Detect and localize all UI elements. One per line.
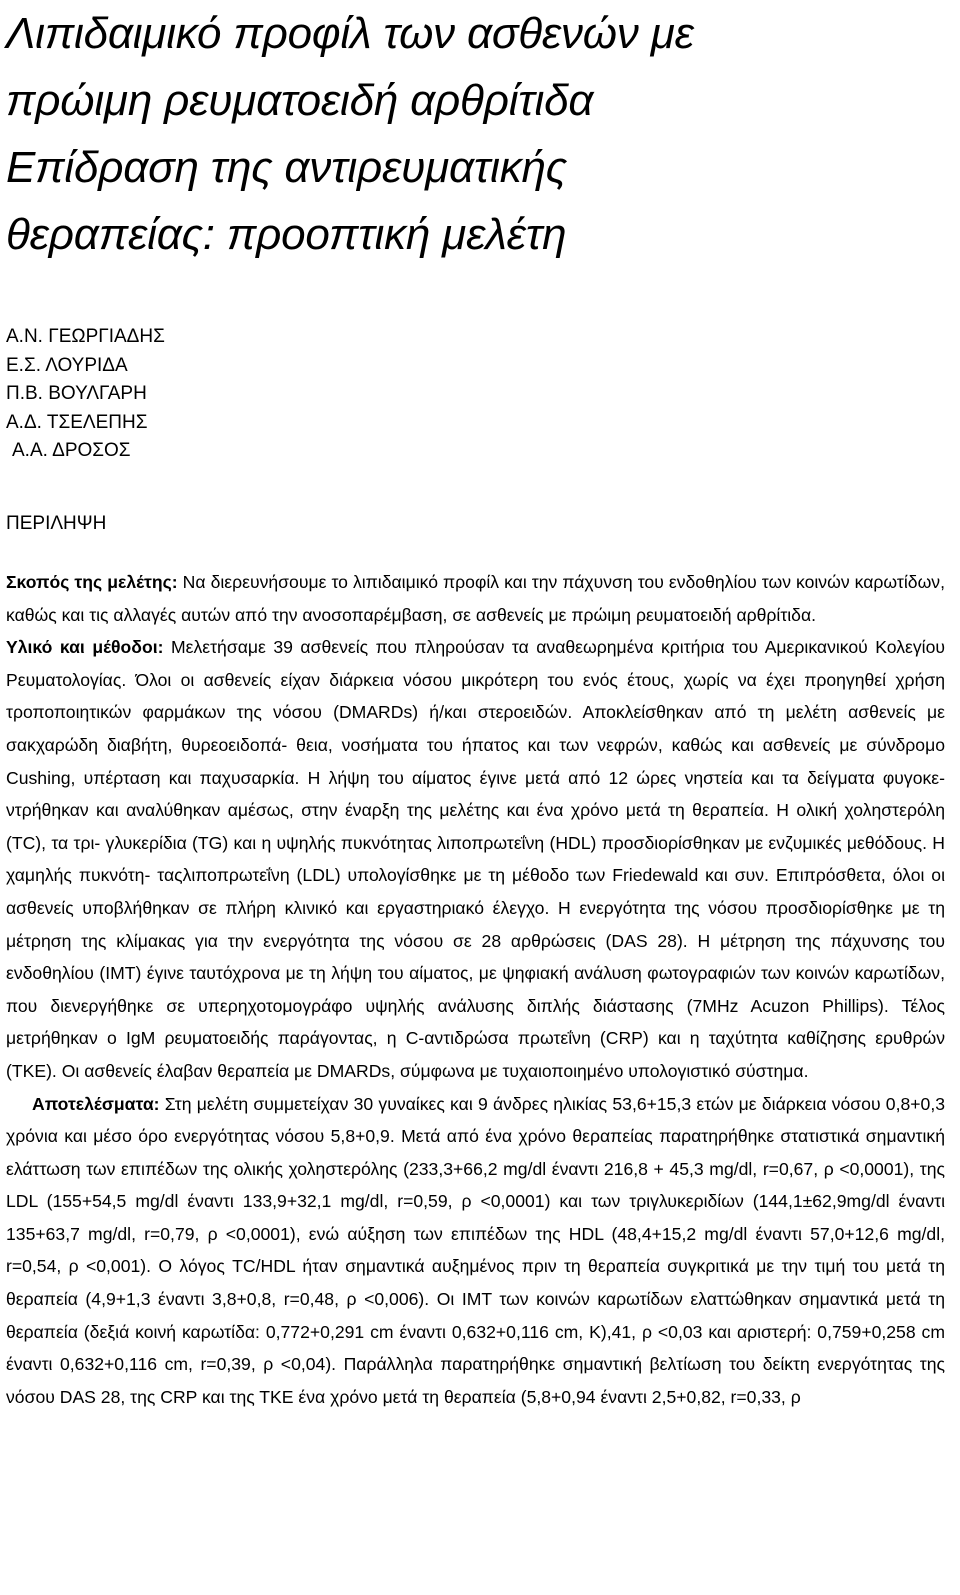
paper-title: [6, 0, 956, 268]
aim-label: Σκοπός της μελέτης:: [6, 572, 178, 592]
author-name: Π.Β. ΒΟΥΛΓΑΡΗ: [6, 383, 147, 404]
aim-text: Να διερευνήσουμε το λιπιδαιμικό προφίλ και την πάχυνση του ενδοθηλίου των κοινών καρωτίδων, καθώς και τις αλλαγές αυτών από την ανοσοπαρέμβαση, σε ασθενείς με πρώιμη ρευματοειδή αρθρίτιδα.: [6, 572, 945, 625]
author-name: Α.Ν. ΓΕΩΡΓΙΑΔΗΣ: [6, 326, 165, 347]
abstract-heading: ΠΕΡΙΛΗΨΗ: [6, 513, 107, 534]
methods-label: Υλικό και μέθοδοι:: [6, 637, 164, 658]
author-name: Α.Α. ΔΡΟΣΟΣ: [12, 440, 131, 461]
author-name: Α.Δ. ΤΣΕΛΕΠΗΣ: [6, 411, 148, 433]
results-text: Στη μελέτη συμμετείχαν 30 γυναίκες και 9 άνδρες ηλικίας 53,6+15,3 ετών με διάρκεια νόσου 0,8+0,3 χρόνια και μέσο όρο ενεργότητας νόσου 5,8+0,9. Μετά από ένα χρόνο θεραπείας παρατηρήθηκε στατιστικά σημαντική ελάττωση των επιπέδων της ολικής χοληστερόλης (233,3+66,2 mg/dl έναντι 216,8 + 45,3 mg/dl, r=0,67, ρ <0,0001), της LDL (155+54,5 mg/dl έναντι 133,9+32,1 mg/dl, r=0,59, ρ <0,0001) και των τριγλυκεριδίων (144,1±62,9mg/dl έναντι 135+63,7 mg/dl, r=0,79, ρ <0,0001), ενώ αύξηση των επιπέδων της HDL (48,4+15,2 mg/dl έναντι 57,0+12,6 mg/dl, r=0,54, ρ <0,001). Ο λόγος TC/HDL ήταν σημαντικά αυξημένος πριν τη θεραπεία συγκριτικά με την τιμή του μετά τη θεραπεία (4,9+1,3 έναντι 3,8+0,8, r=0,48, ρ <0,006). Οι ΙΜΤ των κοινών καρωτίδων ελαττώθηκαν σημαντικά μετά τη θεραπεία (δεξιά κοινή καρωτίδα: 0,772+0,291 cm έναντι 0,632+0,116 cm, K),41, ρ <0,03 και αριστερή: 0,759+0,258 cm έναντι 0,632+0,116 cm, r=0,39, ρ <0,04). Παράλληλα παρατηρήθηκε σημαντική βελτίωση του δείκτη ενεργότητας της νόσου DAS 28, της CRP και της ΤΚΕ ένα χρόνο μετά τη θεραπεία (5,8+0,94 έναντι 2,5+0,82, r=0,33, ρ: [6, 1093, 945, 1407]
title-line: πρώιμη ρευματοειδή αρθρίτιδα: [6, 76, 594, 125]
author-name: Ε.Σ. ΛΟΥΡΙΔΑ: [6, 354, 128, 376]
abstract-methods-paragraph: [6, 631, 945, 1087]
abstract-results-paragraph: [6, 1088, 945, 1414]
results-label: Αποτελέσματα:: [32, 1093, 160, 1114]
title-line: Λιπιδαιμικό προφίλ των ασθενών με: [6, 9, 694, 58]
author-list: [6, 323, 165, 466]
abstract-aim-paragraph: [6, 566, 945, 631]
methods-text: Μελετήσαμε 39 ασθενείς που πληρούσαν τα αναθεωρημένα κριτήρια του Αμερικανικού Κολεγίου Ρευματολογίας. Όλοι οι ασθενείς είχαν διάρκεια νόσου μικρότερη του ενός έτους, χωρίς να έχει προηγηθεί χρήση τροποποιητικών φαρμάκων της νόσου (DMARDs) ή/και στεροειδών. Αποκλείσθηκαν από τη μελέτη ασθενείς με σακχαρώδη διαβήτη, θυρεοειδοπά- θεια, νοσήματα του ήπατος και των νεφρών, καθώς και ασθενείς με σύνδρομο Cushing, υπέρταση και παχυσαρκία. Η λήψη του αίματος έγινε μετά από 12 ώρες νηστεία και τα δείγματα φυγοκε- ντρήθηκαν και αναλύθηκαν αμέσως, στην έναρξη της μελέτης και ένα χρόνο μετά τη θεραπεία. Η ολική χοληστερόλη (TC), τα τρι- γλυκερίδια (TG) και η υψηλής πυκνότητας λιποπρωτεΐνη (HDL) προσδιορίσθηκαν με ενζυμικές μεθόδους. Η χαμηλής πυκνότη- ταςλιποπρωτεΐνη (LDL) υπολογίσθηκε με τη μέθοδο των Friedewald και συν. Επιπρόσθετα, όλοι οι ασθενείς υποβλήθηκαν σε πλήρη κλινικό και εργαστηριακό έλεγχο. Η ενεργότητα της νόσου προσδιορίσθηκε με τη μέτρηση της κλίμακας για την ενεργότητα της νόσου σε 28 αρθρώσεις (DAS 28). Η μέτρηση της πάχυνσης του ενδοθηλίου (IMT) έγινε ταυτόχρονα με τη λήψη του αίματος, με ψηφιακή ανάλυση φωτογραφιών των κοινών καρωτίδων, που διενεργήθηκε σε υπερηχοτομογράφο υψηλής ανάλυσης διπλής διάστασης (7MHz Acuzon Phillips). Τέλος μετρήθηκαν ο IgM ρευματοειδής παράγοντας, η C-αντιδρώσα πρωτεΐνη (CRP) και η ταχύτητα καθίζησης ερυθρών (ΤΚΕ). Οι ασθενείς έλαβαν θεραπεία με DMARDs, σύμφωνα με τυχαιοποιημένο υπολογιστικό σύστημα.: [6, 637, 945, 1081]
abstract-body: [6, 566, 945, 1413]
title-line: Επίδραση της αντιρευματικής: [6, 143, 567, 192]
title-line: θεραπείας: προοπτική μελέτη: [6, 210, 567, 259]
